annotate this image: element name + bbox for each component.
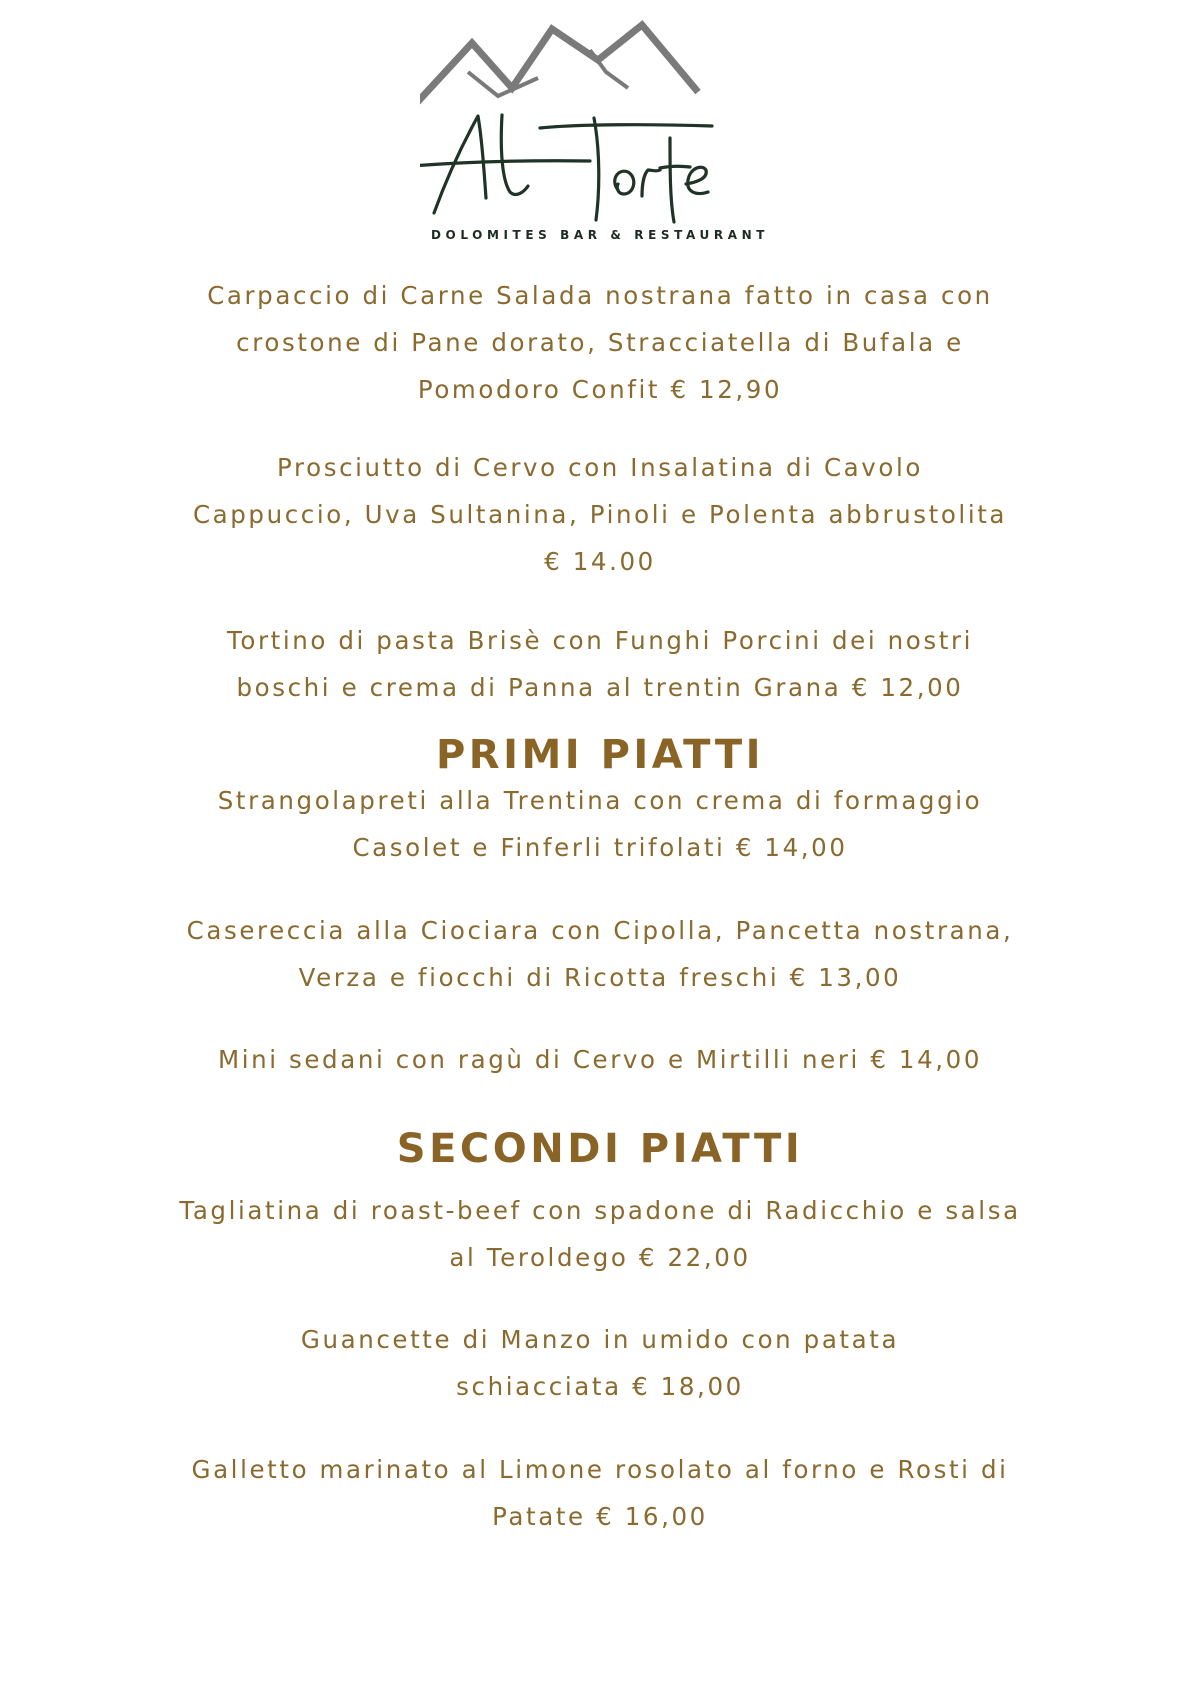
menu-item-guancette: [140, 1316, 1060, 1410]
menu-item-line: Casolet e Finferli trifolati € 14,00: [352, 833, 848, 862]
menu-item-tortino: [140, 617, 1060, 711]
menu-item-line: Guancette di Manzo in umido con patata: [300, 1325, 900, 1354]
section-title-secondi: SECONDI PIATTI: [396, 1126, 804, 1172]
menu-item-tagliatina: [140, 1187, 1060, 1281]
menu-item-casereccia: [140, 907, 1060, 1001]
menu-item-line: Tagliatina di roast-beef con spadone di Radicchio e salsa: [179, 1196, 1021, 1225]
menu-item-line: Tortino di pasta Brisè con Funghi Porcini dei nostri: [226, 626, 974, 655]
menu-item-line: crostone di Pane dorato, Stracciatella di Bufala e: [236, 328, 964, 357]
menu-item-line: Carpaccio di Carne Salada nostrana fatto in casa con: [207, 281, 993, 310]
menu-item-line: Cappuccio, Uva Sultanina, Pinoli e Polenta abbrustolita: [192, 500, 1008, 529]
menu-item-line: Galletto marinato al Limone rosolato al forno e Rosti di: [191, 1455, 1009, 1484]
menu-item-line: Strangolapreti alla Trentina con crema di formaggio: [217, 786, 983, 815]
menu-item-prosciutto-cervo: [140, 444, 1060, 585]
menu-item-mini-sedani: [140, 1036, 1060, 1083]
menu-item-line: € 14.00: [544, 547, 656, 576]
menu-item-line: Casereccia alla Ciociara con Cipolla, Pancetta nostrana,: [186, 916, 1014, 945]
mountains-logo-icon: [420, 20, 780, 240]
menu-item-line: boschi e crema di Panna al trentin Grana € 12,00: [236, 673, 964, 702]
restaurant-tagline: DOLOMITES BAR & RESTAURANT: [430, 228, 770, 242]
menu-item-line: Verza e fiocchi di Ricotta freschi € 13,00: [298, 963, 902, 992]
menu-item-line: Patate € 16,00: [492, 1502, 708, 1531]
menu-item-line: Mini sedani con ragù di Cervo e Mirtilli neri € 14,00: [217, 1045, 983, 1074]
menu-item-galletto: [140, 1446, 1060, 1540]
menu-item-line: schiacciata € 18,00: [456, 1372, 744, 1401]
menu-item-line: al Teroldego € 22,00: [449, 1243, 751, 1272]
menu-item-line: Prosciutto di Cervo con Insalatina di Cavolo: [277, 453, 923, 482]
menu-item-strangolapreti: [140, 777, 1060, 871]
menu-item-carpaccio: [140, 272, 1060, 413]
menu-item-line: Pomodoro Confit € 12,90: [417, 375, 783, 404]
section-title-primi: PRIMI PIATTI: [435, 732, 765, 778]
